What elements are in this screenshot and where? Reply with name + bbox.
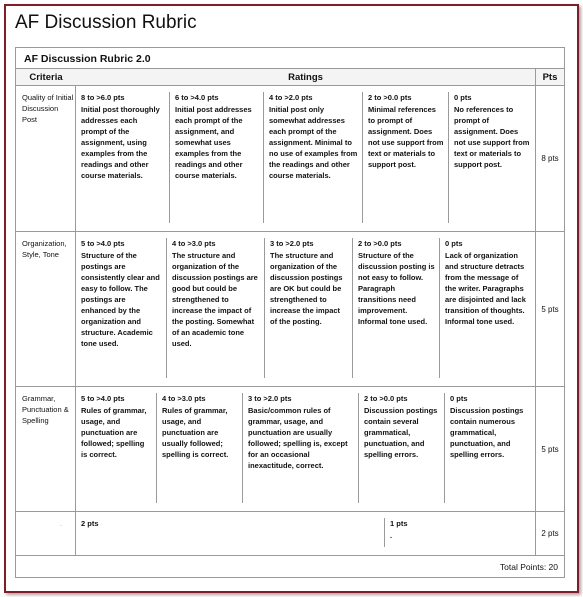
rating-cell xyxy=(440,238,535,378)
criterion-description: Organization, Style, Tone xyxy=(16,232,76,386)
criterion-row xyxy=(16,387,564,512)
rating-cell xyxy=(76,393,157,503)
rating-points: 2 pts xyxy=(81,519,99,528)
rating-cell xyxy=(170,92,264,223)
rating-cell xyxy=(76,238,167,378)
rating-points: 5 to >4.0 pts xyxy=(81,394,125,403)
rating-cell xyxy=(449,92,535,223)
criterion-points: 5 pts xyxy=(535,232,564,386)
rating-cell xyxy=(385,518,535,547)
rating-points: 8 to >6.0 pts xyxy=(81,93,125,102)
rating-cell xyxy=(363,92,449,223)
rating-cell xyxy=(76,92,170,223)
criterion-points: 8 pts xyxy=(535,86,564,231)
rating-points: 0 pts xyxy=(445,239,463,248)
rating-points: 2 to >0.0 pts xyxy=(364,394,408,403)
rating-description: Initial post addresses each prompt of the assignment, and somewhat uses examples from the readings and other course materials. xyxy=(175,105,252,180)
rating-points: 6 to >4.0 pts xyxy=(175,93,219,102)
ratings-header: Ratings xyxy=(76,68,535,86)
rating-description: Structure of the discussion posting is not easy to follow. Paragraph transitions need improvement. Informal tone used. xyxy=(358,251,435,326)
rating-points: 3 to >2.0 pts xyxy=(248,394,292,403)
ratings-group xyxy=(76,86,535,231)
criteria-header: Criteria xyxy=(16,68,77,86)
rating-description: Discussion postings contain several grammatical, punctuation, and spelling errors. xyxy=(364,406,438,459)
rating-cell xyxy=(445,393,535,503)
rating-description: . xyxy=(390,531,393,540)
rating-description: Initial post thoroughly addresses each prompt of the assignment, using examples from the readings and other course materials. xyxy=(81,105,160,180)
criterion-row xyxy=(16,86,564,232)
criterion-points: 2 pts xyxy=(535,512,564,555)
criterion-points: 5 pts xyxy=(535,387,564,511)
rating-cell xyxy=(264,92,363,223)
rating-points: 4 to >2.0 pts xyxy=(269,93,313,102)
rating-description: Discussion postings contain numerous grammatical, punctuation, and spelling errors. xyxy=(450,406,524,459)
rating-description: Lack of organization and structure detracts from the message of the writer. Paragraphs are disjointed and lack transition of thoughts. Informal tone used. xyxy=(445,251,526,326)
rating-points: 4 to >3.0 pts xyxy=(172,239,216,248)
pts-header: Pts xyxy=(535,68,564,86)
ratings-group xyxy=(76,387,535,511)
rating-points: 2 to >0.0 pts xyxy=(368,93,412,102)
rating-cell xyxy=(167,238,265,378)
rubric-name: AF Discussion Rubric 2.0 xyxy=(24,53,151,65)
total-points: Total Points: 20 xyxy=(499,562,558,572)
rating-points: 4 to >3.0 pts xyxy=(162,394,206,403)
rating-points: 2 to >0.0 pts xyxy=(358,239,402,248)
rating-points: 0 pts xyxy=(454,93,472,102)
criterion-description: . xyxy=(16,512,76,555)
ratings-group xyxy=(76,232,535,386)
rating-cell xyxy=(243,393,359,503)
rating-description: Basic/common rules of grammar, usage, and punctuation are usually followed; spelling is, except for an occasional inexactitude, correct. xyxy=(248,406,348,470)
rating-cell xyxy=(265,238,353,378)
criterion-description: Grammar, Punctuation & Spelling xyxy=(16,387,76,511)
ratings-group xyxy=(76,512,535,555)
rubric-table xyxy=(15,47,565,578)
rating-description: Structure of the postings are consistently clear and easy to follow. The postings are enhanced by the organization and structure. Academic tone used. xyxy=(81,251,160,348)
rating-points: 5 to >4.0 pts xyxy=(81,239,125,248)
rating-description: The structure and organization of the discussion postings are good but could be strengthened to increase the impact of the posting. Somewhat of an academic tone used. xyxy=(172,251,258,348)
rating-cell xyxy=(76,518,385,547)
page-title: AF Discussion Rubric xyxy=(15,12,197,33)
rating-description: The structure and organization of the discussion postings are OK but could be strengthened to increase the impact of the posting. xyxy=(270,251,343,326)
rating-description: Rules of grammar, usage, and punctuation are usually followed; spelling is correct. xyxy=(162,406,229,459)
rating-cell xyxy=(157,393,243,503)
rating-description: Rules of grammar, usage, and punctuation are followed; spelling is correct. xyxy=(81,406,147,459)
rating-points: 3 to >2.0 pts xyxy=(270,239,314,248)
rating-cell xyxy=(353,238,440,378)
criterion-row xyxy=(16,512,564,556)
criterion-row xyxy=(16,232,564,387)
rating-description: Initial post only somewhat addresses each prompt of the assignment. Minimal to no use of examples from the readings and other course materials. xyxy=(269,105,358,180)
rating-cell xyxy=(359,393,445,503)
rating-description: No references to prompt of assignment. Does not use support from text or materials to support post. xyxy=(454,105,530,169)
rating-points: 1 pts xyxy=(390,519,408,528)
rating-points: 0 pts xyxy=(450,394,468,403)
criterion-description: Quality of Initial Discussion Post xyxy=(16,86,76,231)
rating-description: Minimal references to prompt of assignment. Does not use support from text or materials to support post. xyxy=(368,105,444,169)
